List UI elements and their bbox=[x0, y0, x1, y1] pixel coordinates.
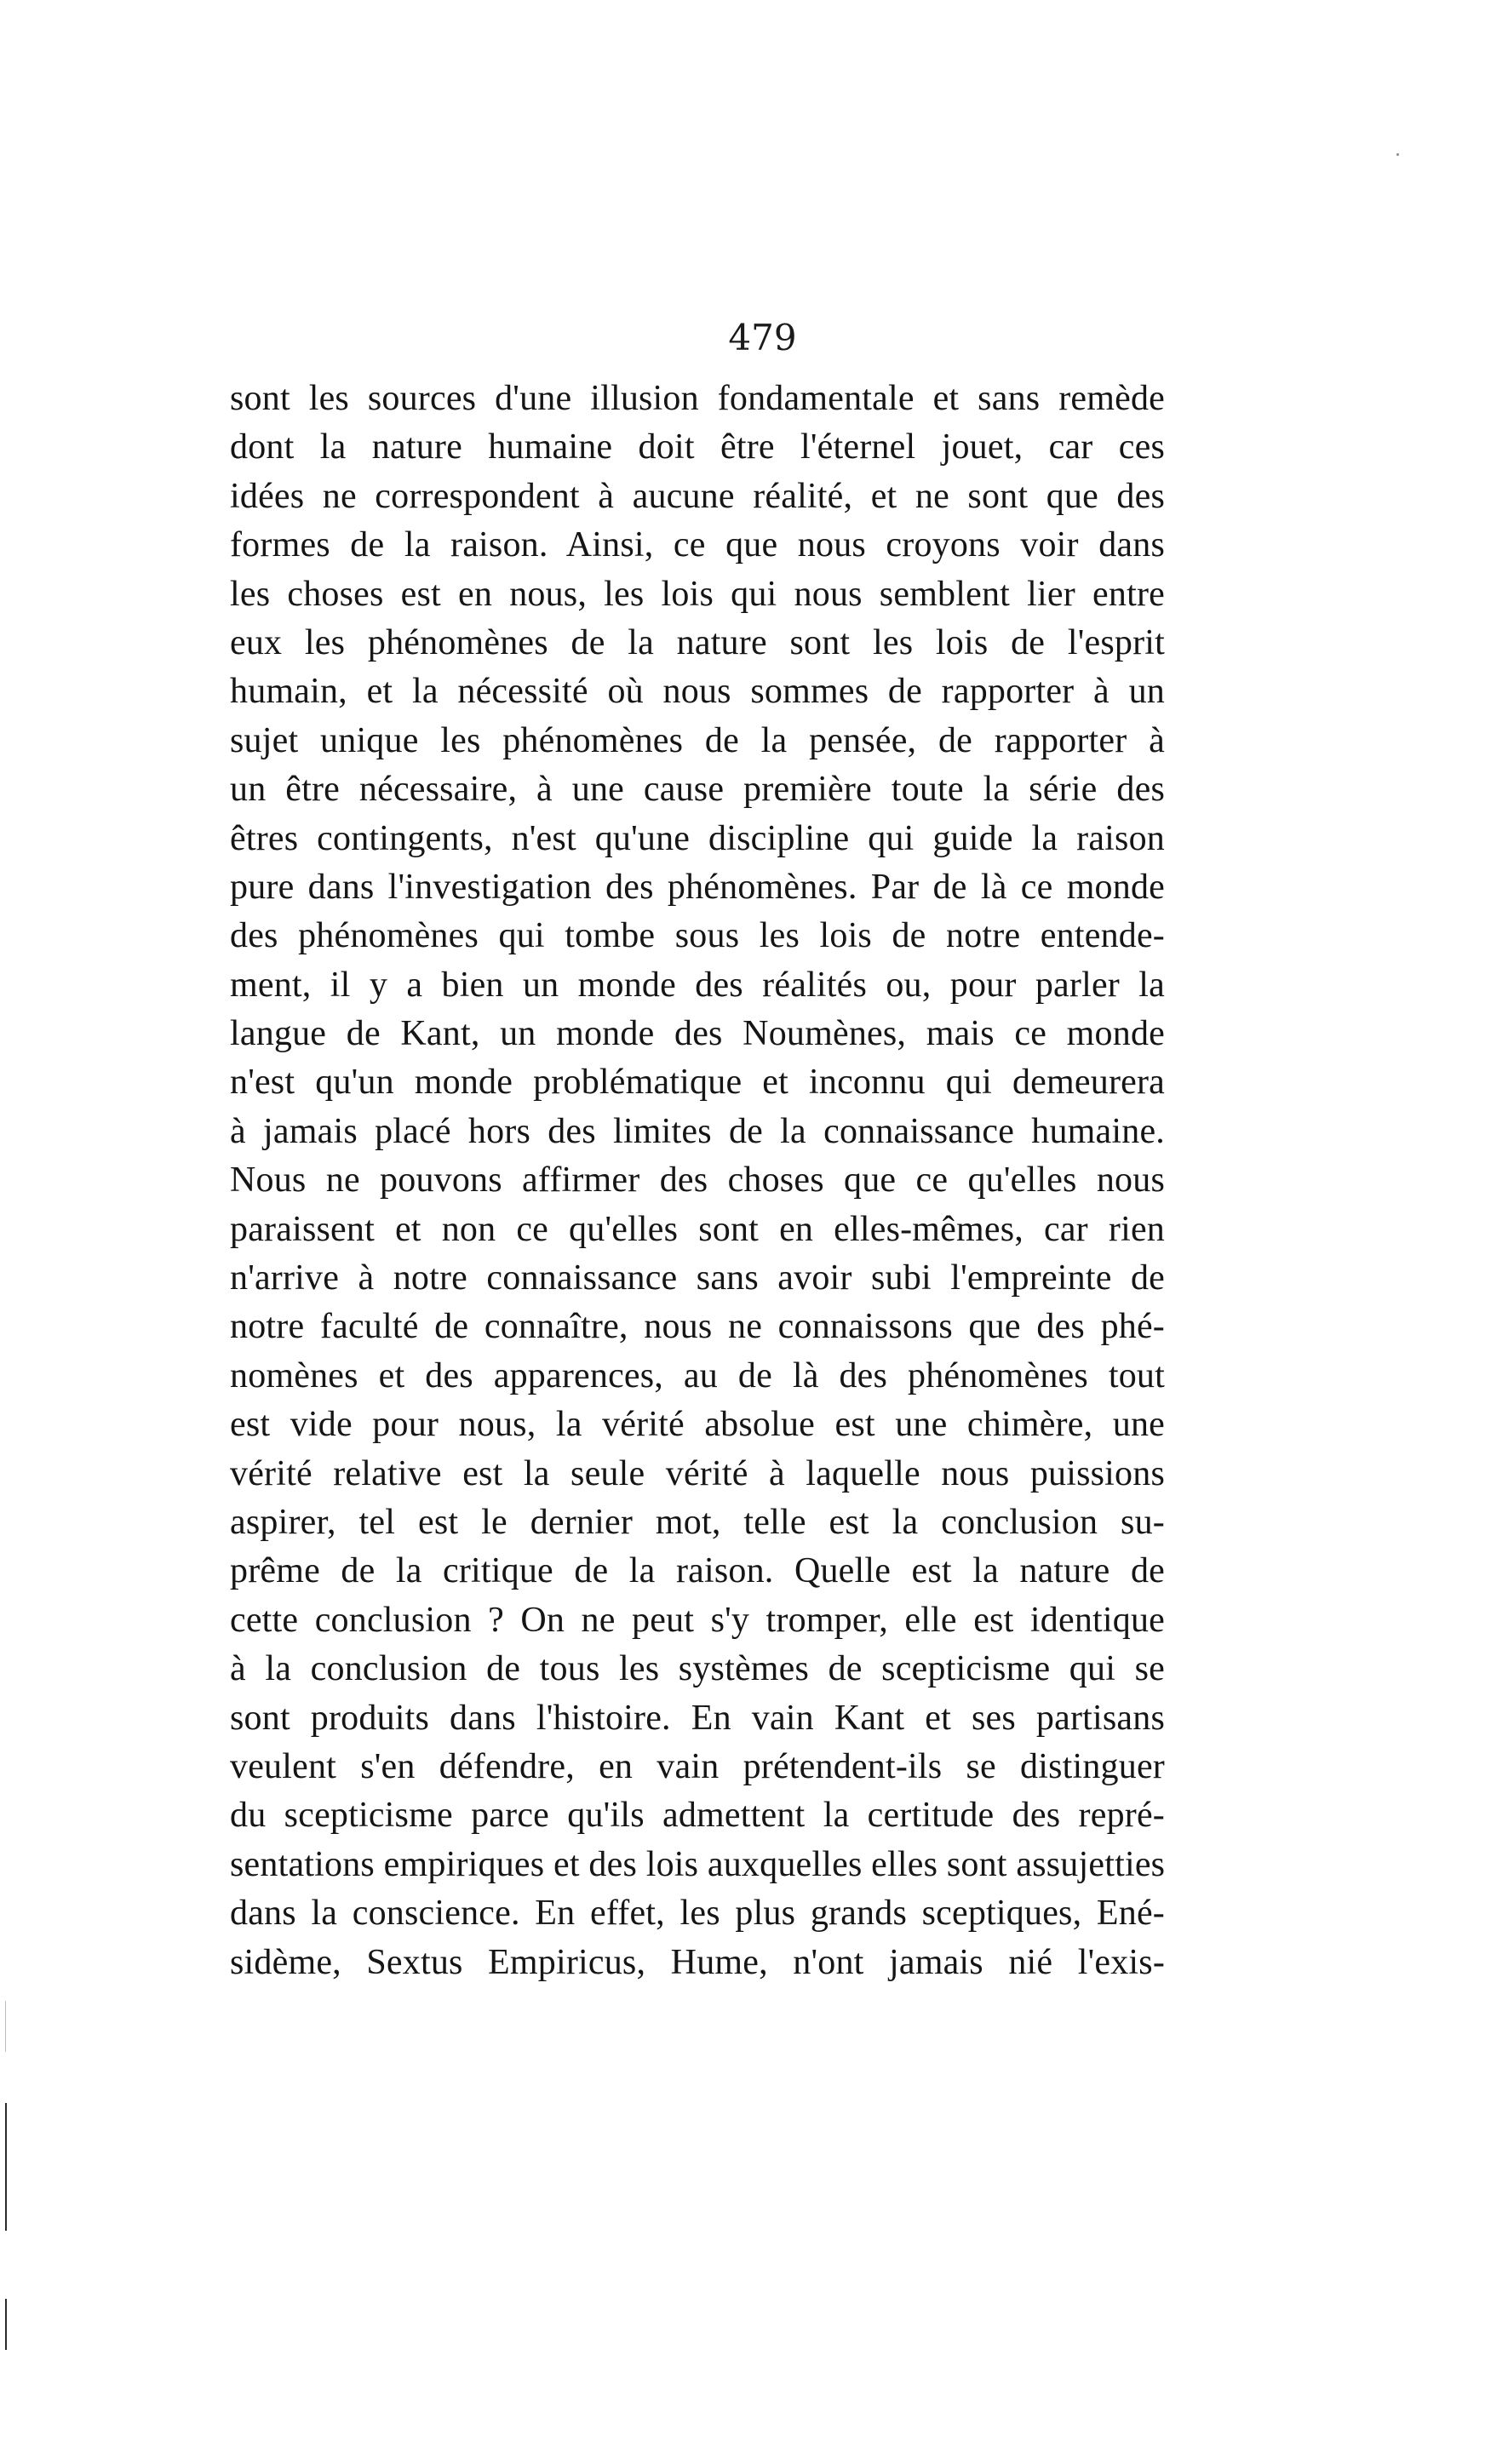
text-line: à jamais placé hors des limites de la connaissance humaine. bbox=[230, 1111, 1165, 1151]
text-line: Nous ne pouvons affirmer des choses que ce qu'elles nous bbox=[230, 1160, 1165, 1200]
text-line: nomènes et des apparences, au de là des phénomènes tout bbox=[230, 1355, 1165, 1395]
text-line: sont les sources d'une illusion fondamentale et sans remède bbox=[230, 379, 1165, 418]
text-line: eux les phénomènes de la nature sont les lois de l'esprit bbox=[230, 622, 1165, 662]
text-line: sont produits dans l'histoire. En vain Kant et ses partisans bbox=[230, 1698, 1165, 1738]
text-line: est vide pour nous, la vérité absolue est une chimère, une bbox=[230, 1405, 1165, 1445]
text-line: êtres contingents, n'est qu'une discipline qui guide la raison bbox=[230, 818, 1165, 858]
text-line: sentations empiriques et des lois auxquelles elles sont assujetties bbox=[230, 1844, 1165, 1884]
text-line: veulent s'en défendre, en vain prétendent-ils se distinguer bbox=[230, 1746, 1165, 1786]
text-line: cette conclusion ? On ne peut s'y tromper, elle est identique bbox=[230, 1600, 1165, 1640]
text-line: langue de Kant, un monde des Noumènes, mais ce monde bbox=[230, 1014, 1165, 1054]
scan-edge-mark bbox=[5, 2103, 7, 2231]
scan-edge-mark bbox=[5, 2001, 6, 2052]
text-line: du scepticisme parce qu'ils admettent la certitude des repré- bbox=[230, 1796, 1165, 1836]
page-number: 479 bbox=[728, 317, 797, 358]
scan-speck bbox=[1396, 153, 1399, 156]
body-text bbox=[230, 375, 1165, 1987]
text-line: humain, et la nécessité où nous sommes de rapporter à un bbox=[230, 672, 1165, 712]
text-line: aspirer, tel est le dernier mot, telle est la conclusion su- bbox=[230, 1502, 1165, 1542]
text-line: dont la nature humaine doit être l'éternel jouet, car ces bbox=[230, 427, 1165, 467]
text-line: à la conclusion de tous les systèmes de scepticisme qui se bbox=[230, 1649, 1165, 1689]
scan-edge-mark bbox=[5, 2299, 7, 2350]
text-line: n'est qu'un monde problématique et inconnu qui demeurera bbox=[230, 1063, 1165, 1103]
text-line: vérité relative est la seule vérité à laquelle nous puissions bbox=[230, 1453, 1165, 1493]
text-line: sidème, Sextus Empiricus, Hume, n'ont jamais nié l'exis- bbox=[230, 1942, 1165, 1982]
text-line: ment, il y a bien un monde des réalités ou, pour parler la bbox=[230, 965, 1165, 1005]
text-line: prême de la critique de la raison. Quelle est la nature de bbox=[230, 1551, 1165, 1591]
text-line: sujet unique les phénomènes de la pensée, de rapporter à bbox=[230, 720, 1165, 760]
text-line: les choses est en nous, les lois qui nous semblent lier entre bbox=[230, 574, 1165, 614]
text-line: un être nécessaire, à une cause première toute la série des bbox=[230, 770, 1165, 810]
text-line: formes de la raison. Ainsi, ce que nous croyons voir dans bbox=[230, 525, 1165, 565]
text-line: des phénomènes qui tombe sous les lois de notre entende- bbox=[230, 916, 1165, 956]
text-line: idées ne correspondent à aucune réalité, et ne sont que des bbox=[230, 476, 1165, 516]
text-line: pure dans l'investigation des phénomènes. Par de là ce monde bbox=[230, 867, 1165, 907]
text-line: dans la conscience. En effet, les plus grands sceptiques, Ené- bbox=[230, 1894, 1165, 1934]
text-line: n'arrive à notre connaissance sans avoir subi l'empreinte de bbox=[230, 1258, 1165, 1298]
text-line: paraissent et non ce qu'elles sont en elles-mêmes, car rien bbox=[230, 1209, 1165, 1249]
text-line: notre faculté de connaître, nous ne connaissons que des phé- bbox=[230, 1307, 1165, 1347]
